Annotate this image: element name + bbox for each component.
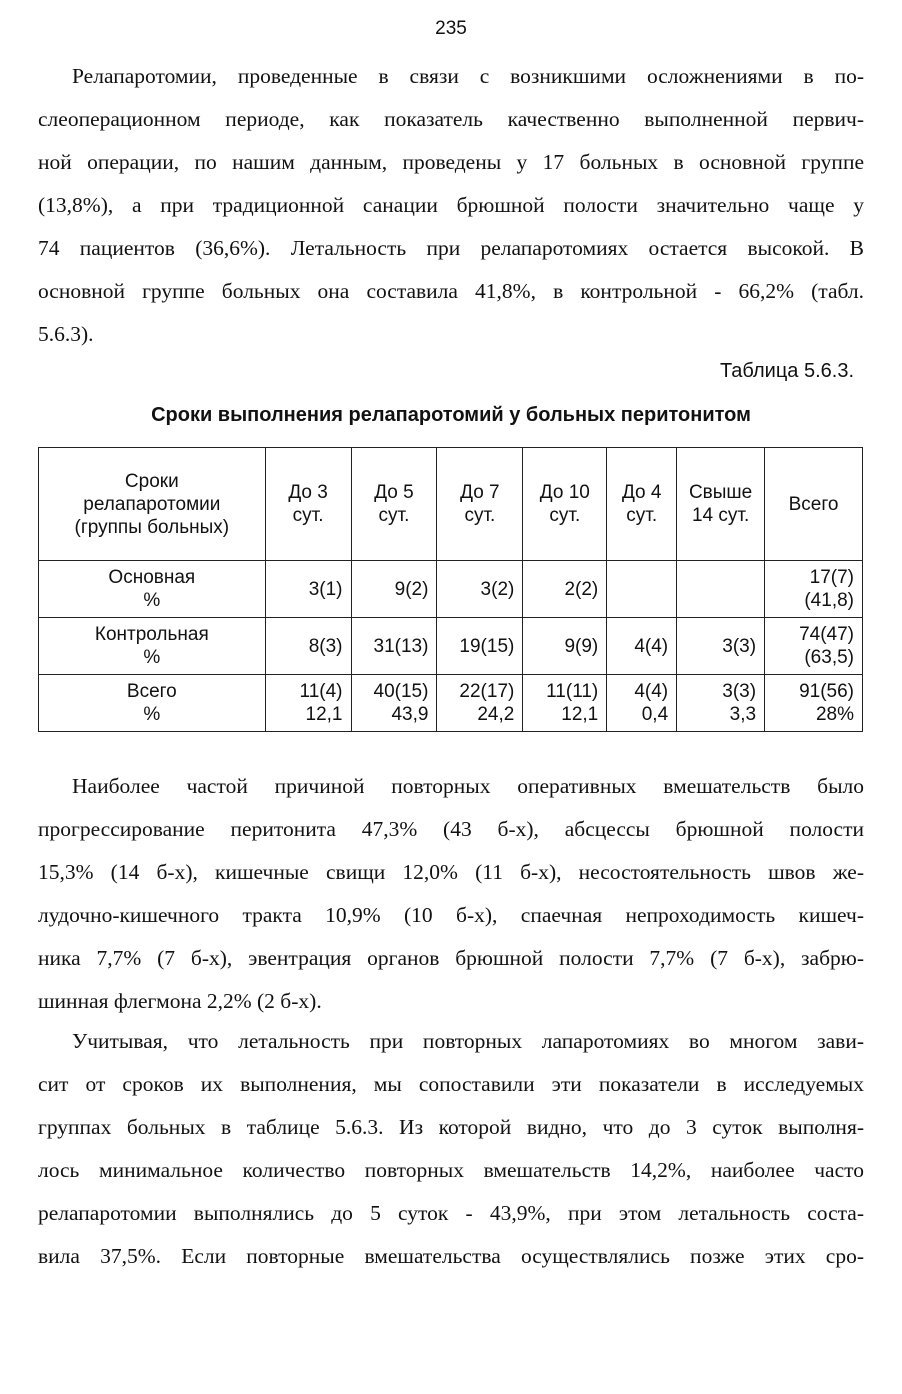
cell-line: 3(3) <box>722 681 757 702</box>
cell-line: 3(1) <box>308 578 343 600</box>
table-cell <box>523 561 607 618</box>
table-cell <box>351 561 437 618</box>
table-cell <box>437 675 523 732</box>
text-line: Наиболее частой причиной повторных оперативных вмешательств было <box>72 774 864 798</box>
text-line: ника 7,7% (7 б-х), эвентрация органов брюшной полости 7,7% (7 б-х), забрю- <box>38 946 864 970</box>
table-cell <box>523 618 607 675</box>
header-cell <box>351 448 437 561</box>
header-line: До 10 <box>539 482 590 503</box>
cell-line: 43,9 <box>391 704 429 725</box>
header-line: Сроки <box>124 470 179 492</box>
cell-line: 2(2) <box>564 578 599 600</box>
text-line: лось минимальное количество повторных вмешательств 14,2%, наиболее часто <box>38 1158 864 1182</box>
cell-line: 74(47) <box>799 624 854 645</box>
table-cell <box>437 561 523 618</box>
table-cell <box>437 618 523 675</box>
text-line: сит от сроков их выполнения, мы сопоставили эти показатели в исследуемых <box>38 1072 864 1096</box>
text-line: группах больных в таблице 5.6.3. Из которой видно, что до 3 суток выполня- <box>38 1115 864 1139</box>
header-cell <box>523 448 607 561</box>
table-cell <box>765 561 863 618</box>
table-cell <box>523 675 607 732</box>
cell-line: 0,4 <box>641 704 669 725</box>
text-line: 5.6.3). <box>38 322 94 346</box>
cell-line: 11(4) <box>299 681 343 702</box>
table-caption: Таблица 5.6.3. <box>719 360 854 382</box>
table-row <box>39 618 863 675</box>
group-label: Всего <box>126 681 177 702</box>
text-line: релапаротомии выполнялись до 5 суток - 43,9%, при этом летальность соста- <box>38 1201 864 1225</box>
cell-line: 11(11) <box>546 681 599 702</box>
table-cell <box>677 561 765 618</box>
text-line: шинная флегмона 2,2% (2 б-х). <box>38 989 322 1013</box>
paragraph-1 <box>38 55 864 356</box>
header-cell <box>765 448 863 561</box>
cell-line: 8(3) <box>308 635 343 657</box>
paragraph-2 <box>38 765 864 1023</box>
header-line: До 4 <box>621 482 662 503</box>
text-line: вила 37,5%. Если повторные вмешательства осуществлялись позже этих сро- <box>38 1244 864 1268</box>
header-cell <box>437 448 523 561</box>
text-line: Учитывая, что летальность при повторных лапаротомиях во многом зави- <box>72 1029 864 1053</box>
text-line: ной операции, по нашим данным, проведены у 17 больных в основной группе <box>38 150 864 174</box>
header-line: До 3 <box>288 482 328 503</box>
header-cell <box>677 448 765 561</box>
cell-line: 3(2) <box>480 578 515 600</box>
table-cell <box>765 618 863 675</box>
header-cell <box>265 448 351 561</box>
text-line: основной группе больных она составила 41,8%, в контрольной - 66,2% (табл. <box>38 279 864 303</box>
page-number: 235 <box>435 18 467 39</box>
row-group-cell <box>39 618 266 675</box>
header-line: релапаротомии <box>83 493 221 515</box>
cell-line: 9(9) <box>564 635 599 657</box>
text-line: прогрессирование перитонита 47,3% (43 б-х), абсцессы брюшной полости <box>38 817 864 841</box>
cell-line: 3,3 <box>729 704 757 725</box>
table-row <box>39 561 863 618</box>
group-label: % <box>143 704 161 725</box>
group-label: % <box>143 647 161 668</box>
text-line: 74 пациентов (36,6%). Летальность при релапаротомиях остается высокой. В <box>38 236 864 260</box>
cell-line: 17(7) <box>809 567 854 588</box>
header-line: Всего <box>788 493 839 515</box>
text-line: лудочно-кишечного тракта 10,9% (10 б-х), спаечная непроходимость кишеч- <box>38 903 864 927</box>
row-group-cell <box>39 561 266 618</box>
table-cell <box>765 675 863 732</box>
cell-line: 4(4) <box>634 681 669 702</box>
header-line: Свыше <box>688 482 753 503</box>
row-group-cell <box>39 675 266 732</box>
cell-line: 12,1 <box>561 704 599 725</box>
table-row <box>39 675 863 732</box>
table-cell <box>607 618 677 675</box>
cell-line: 31(13) <box>373 635 429 657</box>
paragraph-3 <box>38 1020 864 1278</box>
header-cell <box>607 448 677 561</box>
cell-line: 3(3) <box>722 635 757 657</box>
header-line: До 7 <box>460 482 500 503</box>
table-cell <box>351 618 437 675</box>
cell-line: 91(56) <box>799 681 854 702</box>
header-line: сут. <box>292 505 324 526</box>
cell-line: 40(15) <box>373 681 429 702</box>
header-line: сут. <box>626 505 658 526</box>
header-line: сут. <box>464 505 496 526</box>
header-line: сут. <box>549 505 581 526</box>
text-line: слеоперационном периоде, как показатель качественно выполненной первич- <box>38 107 864 131</box>
cell-line: (63,5) <box>804 647 854 668</box>
group-label: Контрольная <box>94 624 209 645</box>
relaparotomy-timing-table <box>38 447 863 732</box>
table-header-row <box>39 448 863 561</box>
table-cell <box>265 675 351 732</box>
table-cell <box>265 618 351 675</box>
cell-line: 9(2) <box>394 578 429 600</box>
text-line: Релапаротомии, проведенные в связи с возникшими осложнениями в по- <box>72 64 864 88</box>
text-line: 15,3% (14 б-х), кишечные свищи 12,0% (11 б-х), несостоятельность швов же- <box>38 860 864 884</box>
header-group-column <box>39 448 266 561</box>
table-cell <box>607 561 677 618</box>
text-line: (13,8%), а при традиционной санации брюшной полости значительно чаще у <box>38 193 864 217</box>
table-cell <box>607 675 677 732</box>
cell-line: (41,8) <box>804 590 854 611</box>
cell-line: 28% <box>815 704 854 725</box>
table-cell <box>677 618 765 675</box>
header-line: (группы больных) <box>74 516 230 538</box>
table-cell <box>265 561 351 618</box>
cell-line: 19(15) <box>459 635 515 657</box>
cell-line: 4(4) <box>634 635 669 657</box>
group-label: % <box>143 590 161 611</box>
header-line: 14 сут. <box>691 505 750 526</box>
table-title: Сроки выполнения релапаротомий у больных перитонитом <box>151 404 751 426</box>
header-line: До 5 <box>374 482 414 503</box>
header-line: сут. <box>378 505 410 526</box>
cell-line: 24,2 <box>477 704 515 725</box>
group-label: Основная <box>108 567 196 588</box>
cell-line: 12,1 <box>305 704 343 725</box>
table-cell <box>351 675 437 732</box>
table-cell <box>677 675 765 732</box>
cell-line: 22(17) <box>459 681 515 702</box>
